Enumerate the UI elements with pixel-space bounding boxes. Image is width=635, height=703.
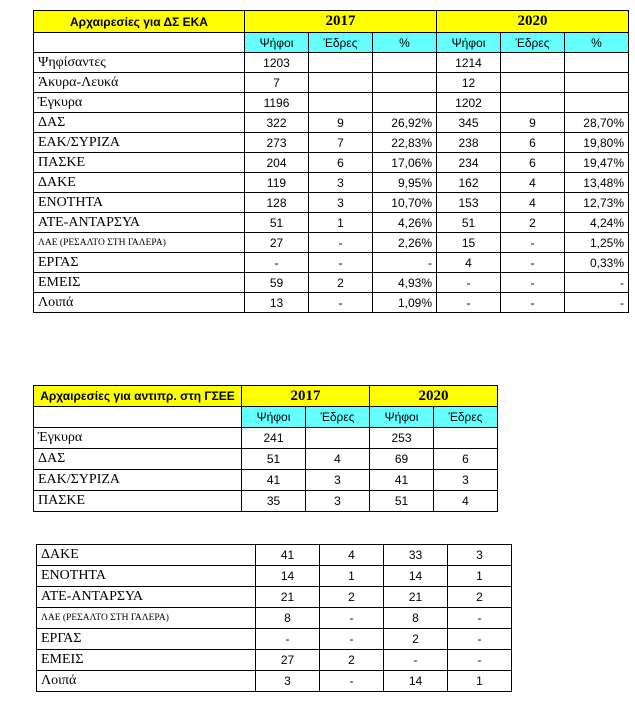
- value-cell: 204: [245, 153, 309, 173]
- value-cell: 8: [256, 608, 320, 629]
- table-row: [34, 470, 498, 491]
- column-header: Έδρες: [434, 407, 498, 428]
- value-cell: 2: [320, 587, 384, 608]
- value-cell: 3: [448, 545, 512, 566]
- value-cell: [309, 53, 373, 73]
- value-cell: 2: [501, 213, 565, 233]
- value-cell: 3: [309, 173, 373, 193]
- column-header: Ψήφοι: [370, 407, 434, 428]
- value-cell: -: [309, 293, 373, 313]
- value-cell: 27: [256, 650, 320, 671]
- row-label: ΛΑΕ (ΡΕΣΑΛΤΟ ΣΤΗ ΓΑΛΕΡΑ): [37, 608, 256, 629]
- value-cell: 14: [256, 566, 320, 587]
- table-title: Αρχαιρεσίες για ΔΣ ΕΚΑ: [34, 11, 245, 33]
- value-cell: -: [320, 608, 384, 629]
- percent-cell: 19,80%: [565, 133, 629, 153]
- value-cell: 7: [245, 73, 309, 93]
- value-cell: -: [501, 293, 565, 313]
- percent-cell: 17,06%: [373, 153, 437, 173]
- value-cell: 2: [320, 650, 384, 671]
- value-cell: 162: [437, 173, 501, 193]
- table-row: [37, 629, 512, 650]
- row-label: ΕΡΓΑΣ: [34, 253, 245, 273]
- value-cell: 14: [384, 566, 448, 587]
- value-cell: 41: [242, 470, 306, 491]
- value-cell: 1: [320, 566, 384, 587]
- value-cell: 59: [245, 273, 309, 293]
- value-cell: [501, 93, 565, 113]
- gsee-representatives-table: [33, 385, 498, 512]
- value-cell: 273: [245, 133, 309, 153]
- percent-cell: 4,24%: [565, 213, 629, 233]
- value-cell: 2: [309, 273, 373, 293]
- value-cell: 1196: [245, 93, 309, 113]
- table-row: [34, 428, 498, 449]
- value-cell: -: [448, 650, 512, 671]
- column-header: %: [565, 33, 629, 53]
- value-cell: 4: [306, 449, 370, 470]
- row-label: ΕΝΟΤΗΤΑ: [34, 193, 245, 213]
- percent-cell: 12,73%: [565, 193, 629, 213]
- value-cell: 8: [384, 608, 448, 629]
- percent-cell: 1,25%: [565, 233, 629, 253]
- row-label: ΛΑΕ (ΡΕΣΑΛΤΟ ΣΤΗ ΓΑΛΕΡΑ): [34, 233, 245, 253]
- row-label: ΠΑΣΚΕ: [34, 153, 245, 173]
- table-row: [34, 133, 629, 153]
- table-title: Αρχαιρεσίες για αντιπρ. στη ΓΣΕΕ: [34, 386, 242, 407]
- percent-cell: [373, 93, 437, 113]
- gsee-representatives-table-continued: [36, 544, 512, 692]
- year-header-2020: 2020: [437, 11, 629, 33]
- value-cell: 51: [242, 449, 306, 470]
- row-label: ΔΑΚΕ: [37, 545, 256, 566]
- value-cell: -: [501, 273, 565, 293]
- value-cell: [309, 73, 373, 93]
- value-cell: 9: [309, 113, 373, 133]
- empty-header-cell: [34, 33, 245, 53]
- percent-cell: 4,26%: [373, 213, 437, 233]
- value-cell: 241: [242, 428, 306, 449]
- value-cell: 1203: [245, 53, 309, 73]
- column-header: Ψήφοι: [437, 33, 501, 53]
- value-cell: 21: [256, 587, 320, 608]
- table-row: [34, 449, 498, 470]
- value-cell: 3: [309, 193, 373, 213]
- value-cell: 153: [437, 193, 501, 213]
- table-row: [37, 566, 512, 587]
- value-cell: 15: [437, 233, 501, 253]
- value-cell: 51: [437, 213, 501, 233]
- column-header: Έδρες: [306, 407, 370, 428]
- percent-cell: 0,33%: [565, 253, 629, 273]
- percent-cell: [565, 73, 629, 93]
- value-cell: 33: [384, 545, 448, 566]
- value-cell: 7: [309, 133, 373, 153]
- row-label: ΕΜΕΙΣ: [34, 273, 245, 293]
- table-header-row: [34, 386, 498, 407]
- row-label: ΕΑΚ/ΣΥΡΙΖΑ: [34, 133, 245, 153]
- column-header-row: [34, 407, 498, 428]
- value-cell: 345: [437, 113, 501, 133]
- value-cell: 9: [501, 113, 565, 133]
- row-label: ΠΑΣΚΕ: [34, 491, 242, 512]
- value-cell: -: [448, 629, 512, 650]
- table-row: [37, 650, 512, 671]
- row-label: ΕΡΓΑΣ: [37, 629, 256, 650]
- value-cell: 3: [306, 470, 370, 491]
- table-row: [34, 173, 629, 193]
- value-cell: 4: [501, 193, 565, 213]
- value-cell: 27: [245, 233, 309, 253]
- table-row: [34, 73, 629, 93]
- column-header: Έδρες: [309, 33, 373, 53]
- value-cell: 3: [256, 671, 320, 692]
- percent-cell: 26,92%: [373, 113, 437, 133]
- value-cell: -: [245, 253, 309, 273]
- percent-cell: -: [565, 273, 629, 293]
- column-header: Ψήφοι: [242, 407, 306, 428]
- percent-cell: 19,47%: [565, 153, 629, 173]
- column-header-row: [34, 33, 629, 53]
- percent-cell: 1,09%: [373, 293, 437, 313]
- value-cell: -: [501, 253, 565, 273]
- column-header: Ψήφοι: [245, 33, 309, 53]
- value-cell: 4: [434, 491, 498, 512]
- year-header-2017: 2017: [242, 386, 370, 407]
- row-label: ΔΑΣ: [34, 113, 245, 133]
- percent-cell: [373, 53, 437, 73]
- value-cell: 119: [245, 173, 309, 193]
- value-cell: -: [309, 253, 373, 273]
- table-row: [34, 273, 629, 293]
- value-cell: 6: [309, 153, 373, 173]
- value-cell: 12: [437, 73, 501, 93]
- value-cell: -: [437, 273, 501, 293]
- row-label: ΑΤΕ-ΑΝΤΑΡΣΥΑ: [34, 213, 245, 233]
- table-body: [37, 545, 512, 692]
- value-cell: -: [256, 629, 320, 650]
- table-row: [34, 153, 629, 173]
- table-body: [34, 53, 629, 313]
- percent-cell: 13,48%: [565, 173, 629, 193]
- table-row: [34, 213, 629, 233]
- value-cell: 41: [370, 470, 434, 491]
- percent-cell: [565, 53, 629, 73]
- value-cell: 4: [320, 545, 384, 566]
- value-cell: 3: [434, 470, 498, 491]
- empty-header-cell: [34, 407, 242, 428]
- row-label: ΕΑΚ/ΣΥΡΙΖΑ: [34, 470, 242, 491]
- value-cell: 3: [306, 491, 370, 512]
- percent-cell: -: [565, 293, 629, 313]
- year-header-2017: 2017: [245, 11, 437, 33]
- eka-board-election-table: [33, 10, 629, 313]
- value-cell: 21: [384, 587, 448, 608]
- percent-cell: [373, 73, 437, 93]
- percent-cell: [565, 93, 629, 113]
- value-cell: 35: [242, 491, 306, 512]
- value-cell: [434, 428, 498, 449]
- value-cell: 14: [384, 671, 448, 692]
- year-header-2020: 2020: [370, 386, 498, 407]
- value-cell: -: [501, 233, 565, 253]
- value-cell: -: [320, 629, 384, 650]
- row-label: ΕΜΕΙΣ: [37, 650, 256, 671]
- value-cell: 1: [448, 671, 512, 692]
- percent-cell: 4,93%: [373, 273, 437, 293]
- value-cell: 6: [434, 449, 498, 470]
- row-label: Έγκυρα: [34, 93, 245, 113]
- value-cell: 51: [245, 213, 309, 233]
- value-cell: 4: [437, 253, 501, 273]
- percent-cell: -: [373, 253, 437, 273]
- table-row: [34, 293, 629, 313]
- table-body: [34, 428, 498, 512]
- table-row: [37, 545, 512, 566]
- value-cell: 322: [245, 113, 309, 133]
- value-cell: -: [437, 293, 501, 313]
- row-label: ΑΤΕ-ΑΝΤΑΡΣΥΑ: [37, 587, 256, 608]
- table-row: [34, 491, 498, 512]
- table-row: [37, 608, 512, 629]
- value-cell: 2: [384, 629, 448, 650]
- table-row: [34, 253, 629, 273]
- table-row: [34, 193, 629, 213]
- table-row: [34, 53, 629, 73]
- row-label: ΔΑΚΕ: [34, 173, 245, 193]
- column-header: Έδρες: [501, 33, 565, 53]
- value-cell: 1: [448, 566, 512, 587]
- percent-cell: 9,95%: [373, 173, 437, 193]
- value-cell: 128: [245, 193, 309, 213]
- value-cell: 234: [437, 153, 501, 173]
- value-cell: [501, 53, 565, 73]
- value-cell: 69: [370, 449, 434, 470]
- value-cell: -: [384, 650, 448, 671]
- table-header-row: [34, 11, 629, 33]
- table-row: [34, 113, 629, 133]
- value-cell: 1: [309, 213, 373, 233]
- value-cell: 13: [245, 293, 309, 313]
- value-cell: -: [448, 608, 512, 629]
- value-cell: 238: [437, 133, 501, 153]
- row-label: Έγκυρα: [34, 428, 242, 449]
- row-label: Ψηφίσαντες: [34, 53, 245, 73]
- row-label: Λοιπά: [34, 293, 245, 313]
- value-cell: 51: [370, 491, 434, 512]
- value-cell: 41: [256, 545, 320, 566]
- table-row: [34, 233, 629, 253]
- value-cell: 4: [501, 173, 565, 193]
- column-header: %: [373, 33, 437, 53]
- value-cell: 2: [448, 587, 512, 608]
- row-label: ΔΑΣ: [34, 449, 242, 470]
- table-row: [34, 93, 629, 113]
- row-label: Άκυρα-Λευκά: [34, 73, 245, 93]
- table-row: [37, 671, 512, 692]
- value-cell: 1202: [437, 93, 501, 113]
- percent-cell: 22,83%: [373, 133, 437, 153]
- row-label: ΕΝΟΤΗΤΑ: [37, 566, 256, 587]
- value-cell: 253: [370, 428, 434, 449]
- value-cell: [306, 428, 370, 449]
- table-row: [37, 587, 512, 608]
- value-cell: [501, 73, 565, 93]
- value-cell: 6: [501, 153, 565, 173]
- value-cell: 1214: [437, 53, 501, 73]
- row-label: Λοιπά: [37, 671, 256, 692]
- value-cell: 6: [501, 133, 565, 153]
- value-cell: [309, 93, 373, 113]
- percent-cell: 28,70%: [565, 113, 629, 133]
- percent-cell: 10,70%: [373, 193, 437, 213]
- value-cell: -: [320, 671, 384, 692]
- value-cell: -: [309, 233, 373, 253]
- percent-cell: 2,26%: [373, 233, 437, 253]
